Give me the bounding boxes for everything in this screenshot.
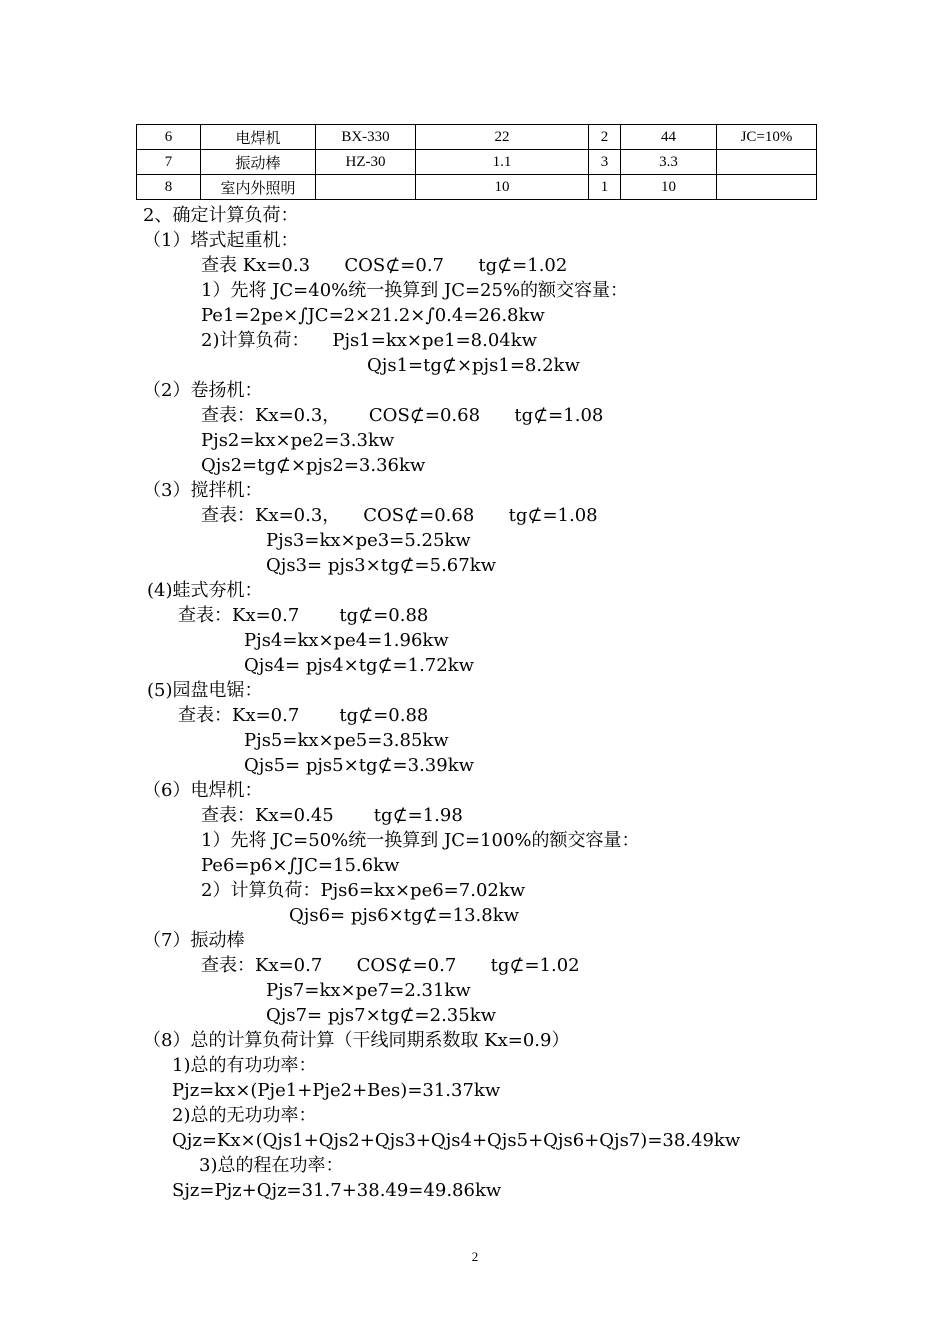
calc-line: 1）先将 JC=40%统一换算到 JC=25%的额交容量： xyxy=(201,280,629,301)
equipment-table xyxy=(136,124,817,200)
table-cell-total: 10 xyxy=(621,175,717,200)
table-cell-power: 1.1 xyxy=(416,150,589,175)
table-cell-quantity: 3 xyxy=(589,150,621,175)
item-heading: （6）电焊机： xyxy=(143,780,263,801)
section-title: 2、确定计算负荷： xyxy=(143,205,299,226)
table-cell-note xyxy=(717,150,817,175)
item-heading: (4)蛙式夯机： xyxy=(147,580,263,601)
calc-line: 3)总的程在功率： xyxy=(199,1155,344,1176)
calc-line: 查表：Kx=0.3， COS⊄=0.68 tg⊄=1.08 xyxy=(201,405,604,426)
table-row xyxy=(137,125,817,150)
item-heading: (5)园盘电锯： xyxy=(147,680,263,701)
table-cell-quantity: 1 xyxy=(589,175,621,200)
calc-line: 查表：Kx=0.7 tg⊄=0.88 xyxy=(178,605,429,626)
item-heading: （3）搅拌机： xyxy=(143,480,263,501)
calc-line: 查表：Kx=0.45 tg⊄=1.98 xyxy=(201,805,463,826)
calc-line: Pjs3=kx×pe3=5.25kw xyxy=(266,530,471,551)
calc-line: Qjs1=tg⊄×pjs1=8.2kw xyxy=(367,355,580,376)
table-cell-note xyxy=(717,175,817,200)
calc-line: Qjs6= pjs6×tg⊄=13.8kw xyxy=(289,905,520,926)
calc-line: Qjs4= pjs4×tg⊄=1.72kw xyxy=(244,655,475,676)
table-cell-quantity: 2 xyxy=(589,125,621,150)
table-cell-model xyxy=(316,175,416,200)
table-cell-name: 振动棒 xyxy=(201,150,316,175)
calc-line: Pjs5=kx×pe5=3.85kw xyxy=(244,730,449,751)
table-row xyxy=(137,175,817,200)
calc-line: 2)计算负荷： Pjs1=kx×pe1=8.04kw xyxy=(201,330,538,351)
calc-line: Qjs7= pjs7×tg⊄=2.35kw xyxy=(266,1005,497,1026)
table-cell-model: BX-330 xyxy=(316,125,416,150)
calc-line: Qjz=Kx×(Qjs1+Qjs2+Qjs3+Qjs4+Qjs5+Qjs6+Qjs7)=38.49kw xyxy=(172,1130,741,1151)
item-heading: （2）卷扬机： xyxy=(143,380,263,401)
table-cell-note: JC=10% xyxy=(717,125,817,150)
calc-line: 查表：Kx=0.3， COS⊄=0.68 tg⊄=1.08 xyxy=(201,505,598,526)
calc-line: 查表 Kx=0.3 COS⊄=0.7 tg⊄=1.02 xyxy=(201,255,568,276)
table-cell-name: 室内外照明 xyxy=(201,175,316,200)
calc-line: 2)总的无功功率： xyxy=(172,1105,317,1126)
calc-line: 查表：Kx=0.7 tg⊄=0.88 xyxy=(178,705,429,726)
item-heading: （8）总的计算负荷计算（干线同期系数取 Kx=0.9） xyxy=(143,1030,570,1051)
item-heading: （7）振动棒 xyxy=(143,930,245,951)
table-cell-total: 44 xyxy=(621,125,717,150)
calc-line: Pjs2=kx×pe2=3.3kw xyxy=(201,430,395,451)
item-heading: （1）塔式起重机： xyxy=(143,230,299,251)
table-cell-power: 10 xyxy=(416,175,589,200)
calc-line: Pjs7=kx×pe7=2.31kw xyxy=(266,980,471,1001)
calc-line: Pjz=kx×(Pje1+Pje2+Bes)=31.37kw xyxy=(172,1080,501,1101)
calc-line: Pe6=p6×∫JC=15.6kw xyxy=(201,855,400,876)
calc-line: Pjs4=kx×pe4=1.96kw xyxy=(244,630,449,651)
table-cell-total: 3.3 xyxy=(621,150,717,175)
table-cell-model: HZ-30 xyxy=(316,150,416,175)
calc-line: Pe1=2pe×∫JC=2×21.2×∫0.4=26.8kw xyxy=(201,305,545,326)
table-cell-index: 6 xyxy=(137,125,201,150)
calc-line: 1）先将 JC=50%统一换算到 JC=100%的额交容量： xyxy=(201,830,640,851)
calc-line: Qjs2=tg⊄×pjs2=3.36kw xyxy=(201,455,426,476)
table-cell-name: 电焊机 xyxy=(201,125,316,150)
calc-line: 查表：Kx=0.7 COS⊄=0.7 tg⊄=1.02 xyxy=(201,955,580,976)
table-cell-index: 8 xyxy=(137,175,201,200)
calc-line: Qjs3= pjs3×tg⊄=5.67kw xyxy=(266,555,497,576)
calc-line: Qjs5= pjs5×tg⊄=3.39kw xyxy=(244,755,475,776)
table-cell-power: 22 xyxy=(416,125,589,150)
table-cell-index: 7 xyxy=(137,150,201,175)
calc-line: 1)总的有功功率： xyxy=(172,1055,317,1076)
calc-line: Sjz=Pjz+Qjz=31.7+38.49=49.86kw xyxy=(172,1180,502,1201)
calc-line: 2）计算负荷：Pjs6=kx×pe6=7.02kw xyxy=(201,880,526,901)
table-row xyxy=(137,150,817,175)
page-number: 2 xyxy=(471,1249,479,1264)
